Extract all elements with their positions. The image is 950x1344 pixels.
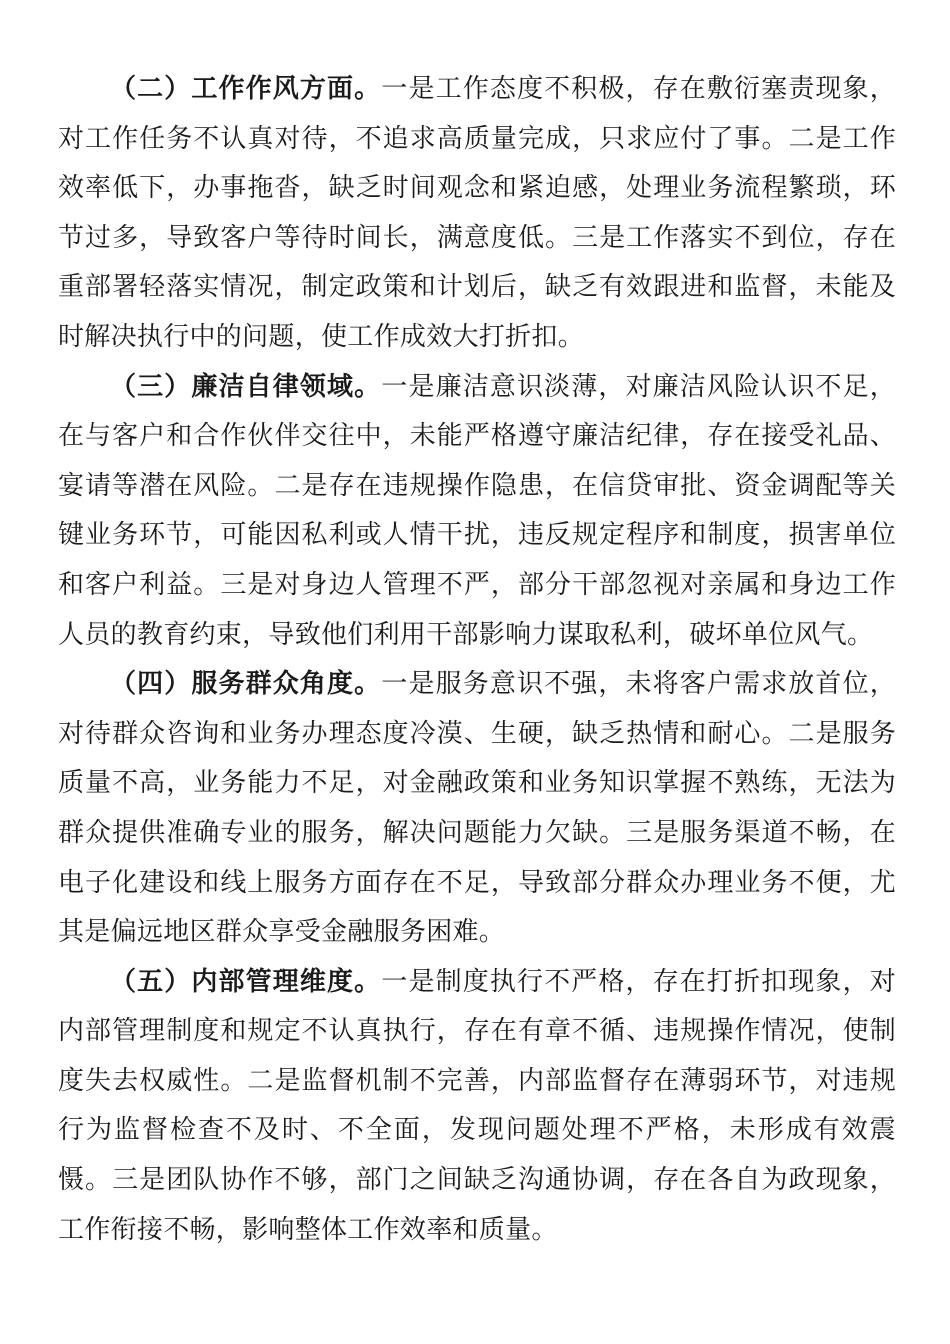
paragraph-integrity [58,363,896,661]
paragraph-body: 一是工作态度不积极，存在敷衍塞责现象，对工作任务不认真对待，不追求高质量完成，只求应付了事。二是工作效率低下，办事拖沓，缺乏时间观念和紧迫感，处理业务流程繁琐，环节过多，导致客户等待时间长，满意度低。三是工作落实不到位，存在重部署轻落实情况，制定政策和计划后，缺乏有效跟进和监督，未能及时解决执行中的问题，使工作成效大打折扣。 [58,74,896,352]
paragraph-heading: （二）工作作风方面。 [110,74,382,104]
paragraph-management [58,958,896,1256]
paragraph-work-style [58,65,896,363]
paragraph-service [58,660,896,958]
paragraph-body: 一是廉洁意识淡薄，对廉洁风险认识不足，在与客户和合作伙伴交往中，未能严格遵守廉洁纪律，存在接受礼品、宴请等潜在风险。二是存在违规操作隐患，在信贷审批、资金调配等关键业务环节，可能因私利或人情干扰，违反规定程序和制度，损害单位和客户利益。三是对身边人管理不严，部分干部忽视对亲属和身边工作人员的教育约束，导致他们利用干部影响力谋取私利，破坏单位风气。 [58,371,896,650]
paragraph-body: 一是制度执行不严格，存在打折扣现象，对内部管理制度和规定不认真执行，存在有章不循、违规操作情况，使制度失去权威性。二是监督机制不完善，内部监督存在薄弱环节，对违规行为监督检查不及时、不全面，发现问题处理不严格，未形成有效震慑。三是团队协作不够，部门之间缺乏沟通协调，存在各自为政现象，工作衔接不畅，影响整体工作效率和质量。 [58,966,896,1245]
paragraph-heading: （三）廉洁自律领域。 [110,371,382,402]
paragraph-heading: （四）服务群众角度。 [110,669,382,700]
paragraph-body: 一是服务意识不强，未将客户需求放首位，对待群众咨询和业务办理态度冷漠、生硬，缺乏热情和耐心。二是服务质量不高，业务能力不足，对金融政策和业务知识掌握不熟练，无法为群众提供准确专业的服务，解决问题能力欠缺。三是服务渠道不畅，在电子化建设和线上服务方面存在不足，导致部分群众办理业务不便，尤其是偏远地区群众享受金融服务困难。 [58,669,896,948]
paragraph-heading: （五）内部管理维度。 [110,966,382,997]
document-page [58,65,896,1255]
